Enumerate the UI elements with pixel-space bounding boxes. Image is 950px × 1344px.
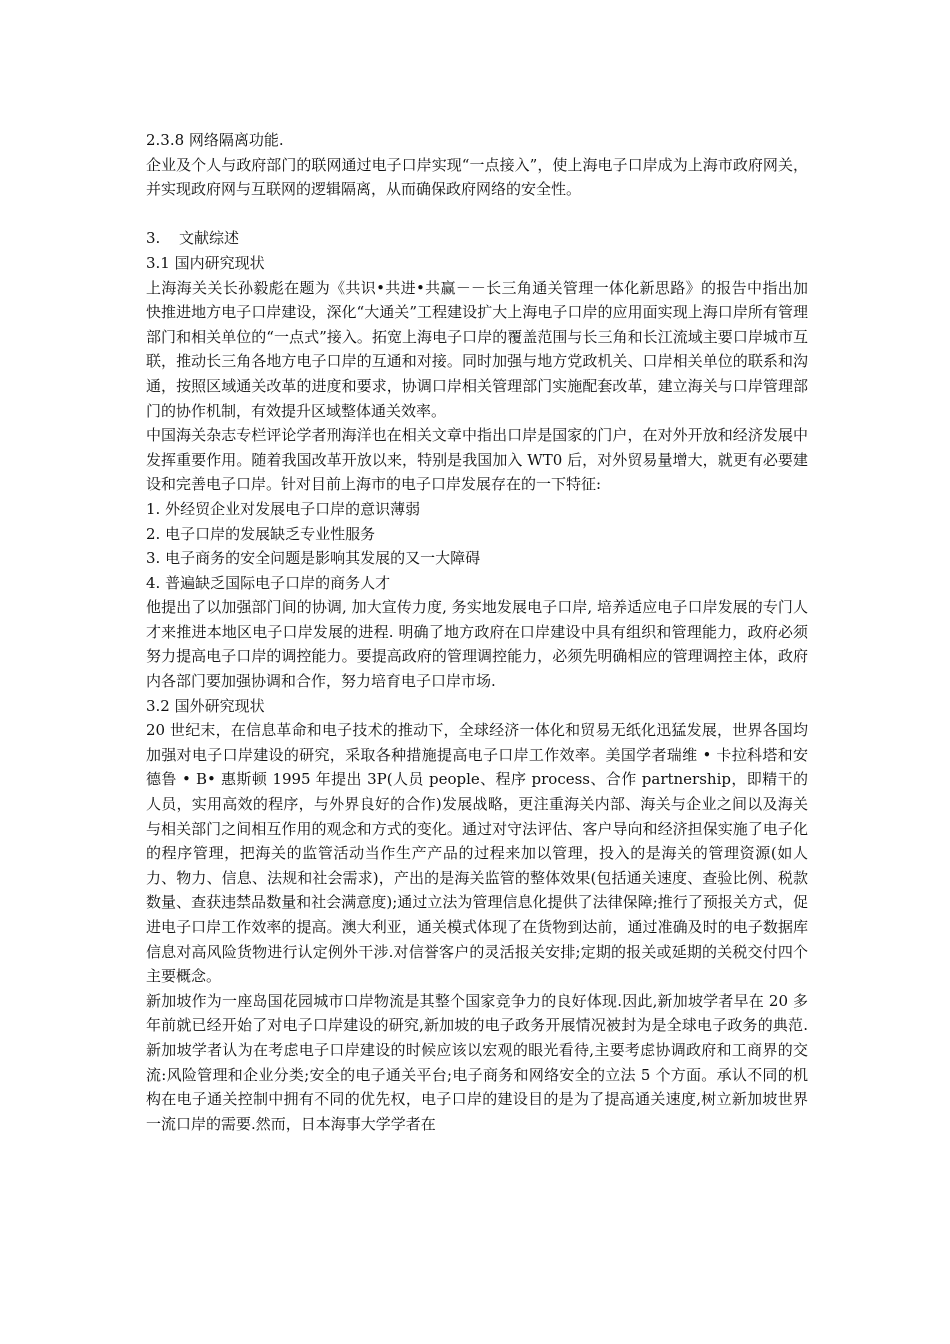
section-3-number: 3. <box>146 229 161 248</box>
section-2-3-8-heading: 2.3.8 网络隔离功能. <box>146 131 284 149</box>
section-3-2-heading: 3.2 国外研究现状 <box>146 696 265 715</box>
list-item: 1. 外经贸企业对发展电子口岸的意识薄弱 <box>146 499 421 518</box>
section-3-2-paragraph-1: 20 世纪末，在信息革命和电子技术的推动下，全球经济一体化和贸易无纸化迅猛发展，世界各国均加强对电子口岸建设的研究，采取各种措施提高电子口岸工作效率。美国学者瑞维 • 卡拉科塔和安德鲁 • B• 惠斯顿 1995 年提出 3P(人员 people、程序 process、合作 partnership，即精干的人员，实用高效的程序，与外界良好的合作)发展战略，更注重海关内部、海关与企业之间以及海关与相关部门之间相互作用的观念和方式的变化。通过对守法评估、客户导向和经济担保实施了电子化的程序管理，把海关的监管活动当作生产产品的过程来加以管理，投入的是海关的管理资源(如人力、物力、信息、法规和社会需求)，产出的是海关监管的整体效果(包括通关速度、查验比例、税款数量、查获违禁品数量和社会满意度);通过立法为管理信息化提供了法律保障;推行了预报关方式，促进电子口岸工作效率的提高。澳大利亚，通关模式体现了在货物到达前，通过准确及时的电子数据库信息对高风险货物进行认定例外干涉.对信誉客户的灵活报关安排;定期的报关或延期的关税交付四个主要概念。 <box>146 721 808 986</box>
section-2-3-8-paragraph: 企业及个人与政府部门的联网通过电子口岸实现“一点接入”，使上海电子口岸成为上海市政府网关，并实现政府网与互联网的逻辑隔离，从而确保政府网络的安全性。 <box>146 155 808 199</box>
section-3-1-paragraph-2: 中国海关杂志专栏评论学者刑海洋也在相关文章中指出口岸是国家的门户，在对外开放和经济发展中发挥重要作用。随着我国改革开放以来，特别是我国加入 WT0 后，对外贸易量增大，就更有必要建设和完善电子口岸。针对目前上海市的电子口岸发展存在的一下特征: <box>146 426 808 494</box>
list-item: 2. 电子口岸的发展缺乏专业性服务 <box>146 524 376 543</box>
section-3-2-paragraph-2: 新加坡作为一座岛国花园城市口岸物流是其整个国家竞争力的良好体现.因此,新加坡学者早在 20 多年前就已经开始了对电子口岸建设的研究,新加坡的电子政务开展情况被封为是全球电子政务的典范.新加坡学者认为在考虑电子口岸建设的时候应该以宏观的眼光看待,主要考虑协调政府和工商界的交流:风险管理和企业分类;安全的电子通关平台;电子商务和网络安全的立法 5 个方面。承认不同的机构在电子通关控制中拥有不同的优先权，电子口岸的建设目的是为了提高通关速度,树立新加坡世界一流口岸的需要.然而，日本海事大学学者在 <box>146 991 808 1133</box>
list-item: 3. 电子商务的安全问题是影响其发展的又一大障碍 <box>146 549 481 568</box>
section-3-title: 文献综述 <box>179 229 240 248</box>
list-item: 4. 普遍缺乏国际电子口岸的商务人才 <box>146 573 391 592</box>
section-3-heading <box>146 226 808 251</box>
document-page <box>146 128 808 1136</box>
section-3-1-paragraph-3: 他提出了以加强部门间的协调, 加大宣传力度, 务实地发展电子口岸, 培养适应电子口岸发展的专门人才来推进本地区电子口岸发展的进程. 明确了地方政府在口岸建设中具有组织和管理能力，政府必须努力提高电子口岸的调控能力。要提高政府的管理调控能力，必须先明确相应的管理调控主体，政府内各部门要加强协调和合作，努力培育电子口岸市场. <box>146 598 808 691</box>
blank-line <box>146 202 808 227</box>
section-3-1-paragraph-1: 上海海关关长孙毅彪在题为《共识•共进•共赢－－长三角通关管理一体化新思路》的报告中指出加快推进地方电子口岸建设，深化“大通关”工程建设扩大上海电子口岸的应用面实现上海口岸所有管理部门和相关单位的“一点式”接入。拓宽上海电子口岸的覆盖范围与长三角和长江流域主要口岸城市互联，推动长三角各地方电子口岸的互通和对接。同时加强与地方党政机关、口岸相关单位的联系和沟通，按照区域通关改革的进度和要求，协调口岸相关管理部门实施配套改革，建立海关与口岸管理部门的协作机制，有效提升区域整体通关效率。 <box>146 278 808 420</box>
section-3-1-heading: 3.1 国内研究现状 <box>146 253 265 272</box>
